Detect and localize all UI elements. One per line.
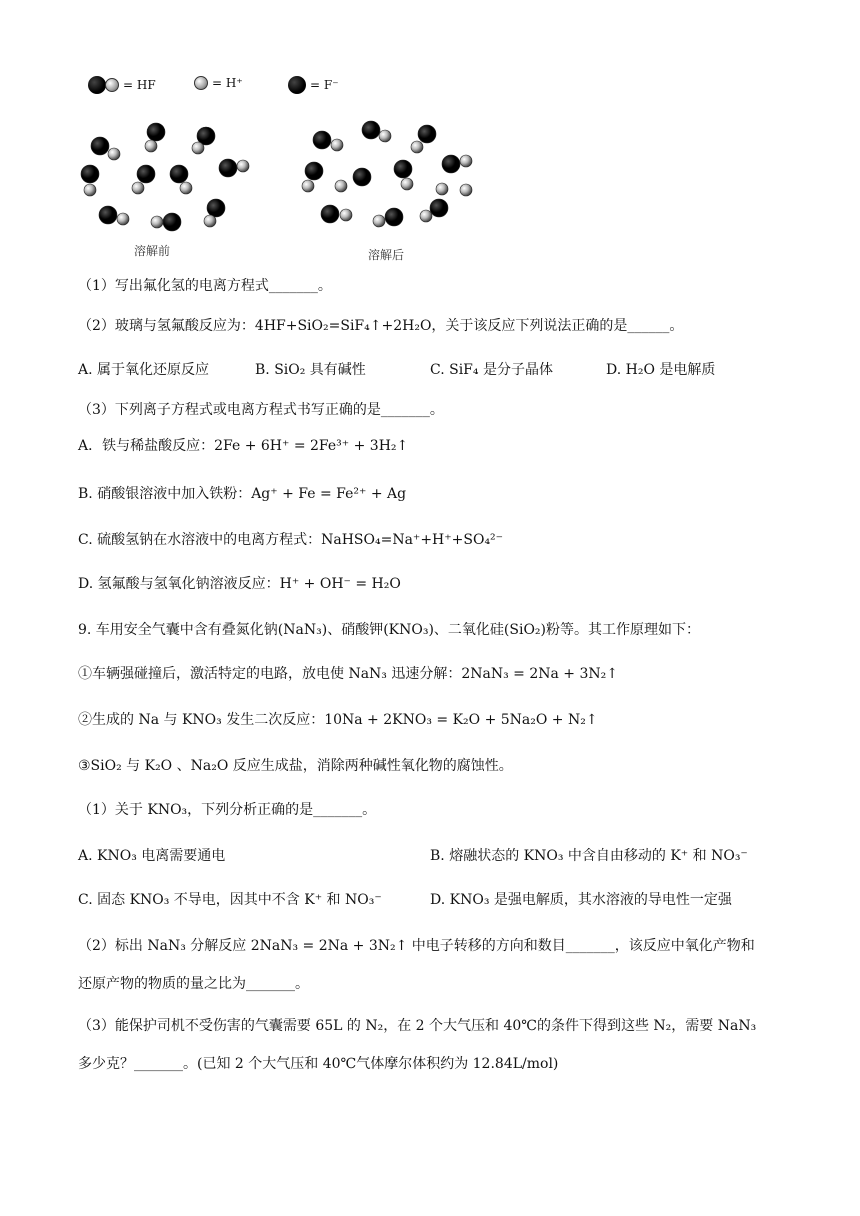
q3-option-d: D. 氢氟酸与氢氧化钠溶液反应：H⁺ + OH⁻ = H₂O [78, 576, 401, 592]
legend-f-label: = F⁻ [310, 78, 339, 92]
q2-option-c: C. SiF₄ 是分子晶体 [430, 362, 553, 378]
p9-q3-line-2: 多少克？_______。(已知 2 个大气压和 40℃气体摩尔体积约为 12.84L/mol) [78, 1056, 559, 1072]
q3-option-b: B. 硝酸银溶液中加入铁粉：Ag⁺ + Fe = Fe²⁺ + Ag [78, 486, 407, 502]
q3-option-a: A．铁与稀盐酸反应：2Fe + 6H⁺ = 2Fe³⁺ + 3H₂↑ [78, 438, 409, 454]
caption-after: 溶解后 [368, 248, 405, 262]
q1-text: （1）写出氟化氢的电离方程式_______。 [78, 278, 332, 294]
p9-intro: 9. 车用安全气囊中含有叠氮化钠(NaN₃)、硝酸钾(KNO₃)、二氧化硅(SiO₂)粉等。其工作原理如下： [78, 622, 700, 638]
q3-text: （3）下列离子方程式或电离方程式书写正确的是_______。 [78, 402, 444, 418]
particle-legend [88, 76, 448, 104]
q3-option-c: C. 硫酸氢钠在水溶液中的电离方程式：NaHSO₄=Na⁺+H⁺+SO₄²⁻ [78, 532, 504, 548]
after-dissolution-diagram [296, 118, 486, 236]
caption-before: 溶解前 [134, 244, 171, 258]
before-dissolution-diagram [76, 118, 256, 236]
q2-text: （2）玻璃与氢氟酸反应为：4HF+SiO₂=SiF₄↑+2H₂O，关于该反应下列说法正确的是______。 [78, 318, 684, 334]
legend-h [194, 76, 243, 90]
hf-black-ball-icon [88, 76, 106, 94]
q2-option-b: B. SiO₂ 具有碱性 [255, 362, 366, 378]
p9-step-1: ①车辆强碰撞后，激活特定的电路，放电使 NaN₃ 迅速分解：2NaN₃ = 2Na + 3N₂↑ [78, 666, 618, 682]
p9-q3-line-1: （3）能保护司机不受伤害的气囊需要 65L 的 N₂，在 2 个大气压和 40℃的条件下得到这些 N₂，需要 NaN₃ [78, 1018, 757, 1034]
p9-step-3: ③SiO₂ 与 K₂O 、Na₂O 反应生成盐，消除两种碱性氧化物的腐蚀性。 [78, 758, 513, 774]
hf-gray-ball-icon [105, 78, 119, 92]
p9-q1-option-d: D. KNO₃ 是强电解质，其水溶液的导电性一定强 [430, 892, 732, 908]
legend-f [288, 76, 339, 94]
legend-hf-label: = HF [123, 78, 156, 92]
q2-option-a: A. 属于氧化还原反应 [78, 362, 210, 378]
p9-q2-line-1: （2）标出 NaN₃ 分解反应 2NaN₃ = 2Na + 3N₂↑ 中电子转移的方向和数目_______，该反应中氧化产物和 [78, 938, 755, 954]
p9-q1-option-b: B. 熔融状态的 KNO₃ 中含自由移动的 K⁺ 和 NO₃⁻ [430, 848, 748, 864]
p9-q1-option-c: C. 固态 KNO₃ 不导电，因其中不含 K⁺ 和 NO₃⁻ [78, 892, 382, 908]
p9-q1-option-a: A. KNO₃ 电离需要通电 [78, 848, 226, 864]
p9-q1-text: （1）关于 KNO₃，下列分析正确的是_______。 [78, 802, 377, 818]
legend-hf [88, 76, 156, 94]
h-ion-ball-icon [194, 76, 208, 90]
q2-option-d: D. H₂O 是电解质 [606, 362, 716, 378]
p9-step-2: ②生成的 Na 与 KNO₃ 发生二次反应：10Na + 2KNO₃ = K₂O + 5Na₂O + N₂↑ [78, 712, 598, 728]
p9-q2-line-2: 还原产物的物质的量之比为_______。 [78, 976, 309, 992]
f-ion-ball-icon [288, 76, 306, 94]
legend-h-label: = H⁺ [212, 76, 243, 90]
